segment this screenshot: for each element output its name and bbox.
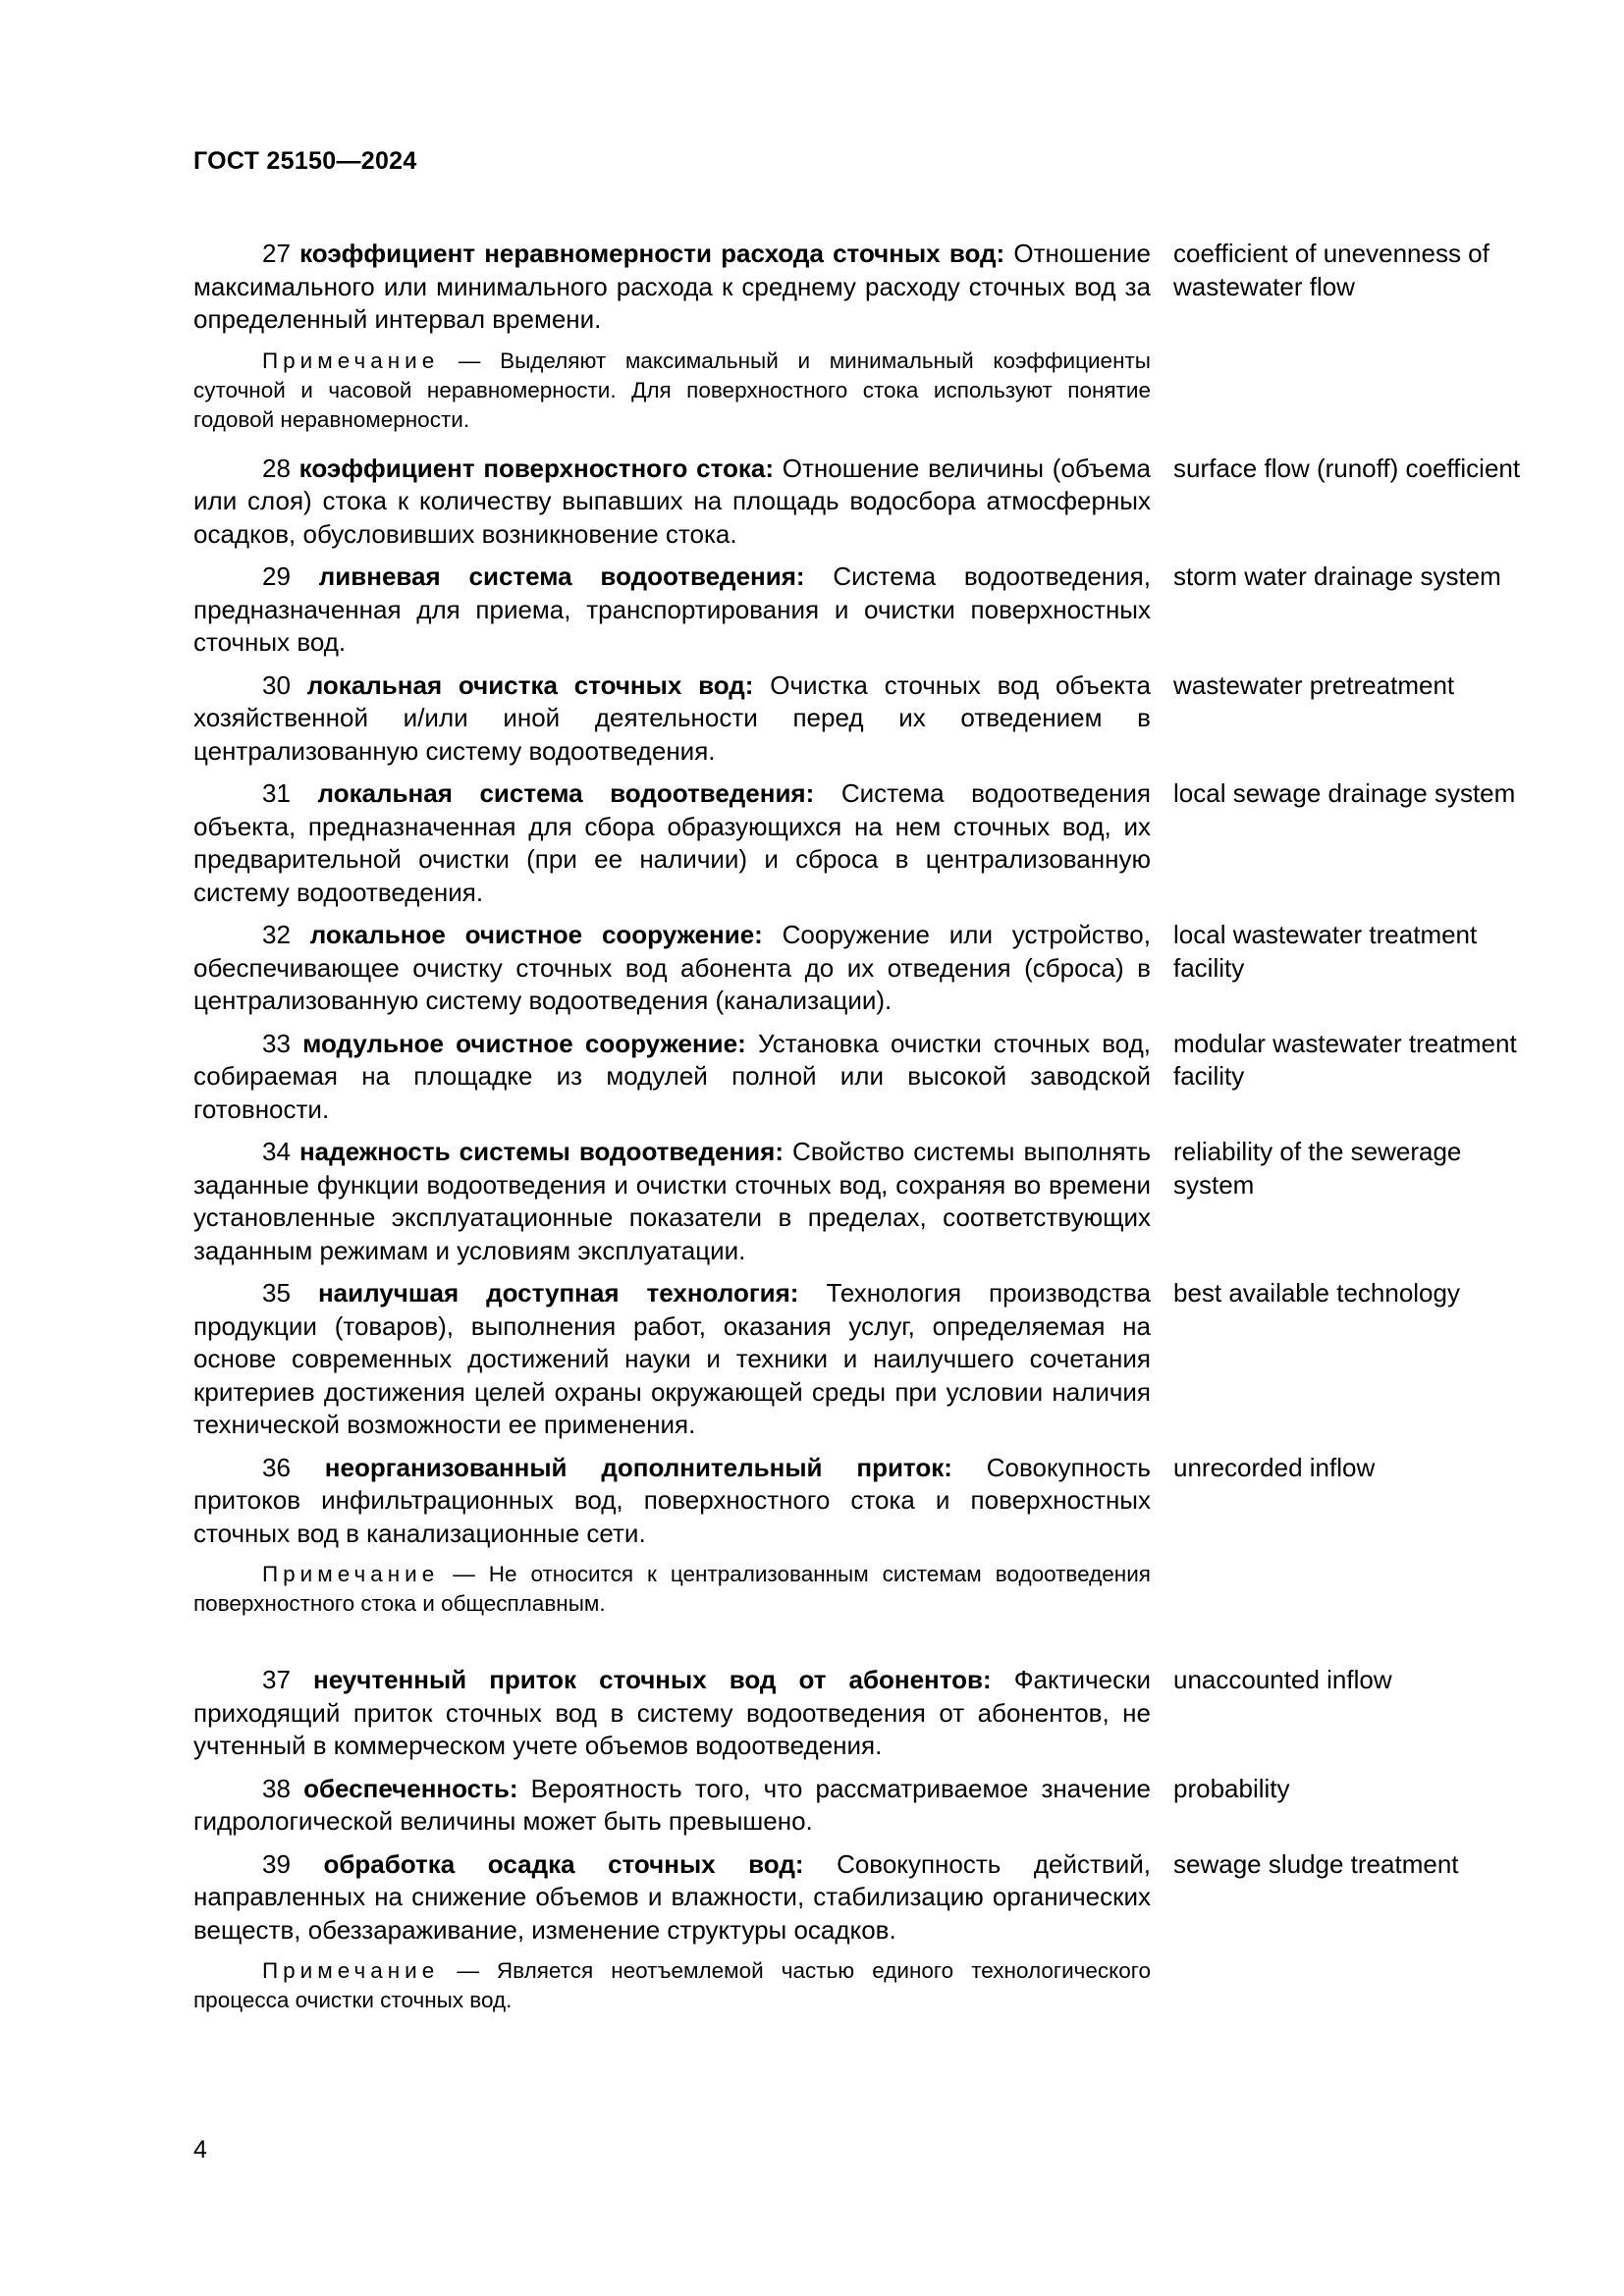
term-english: modular wastewater treatment facility	[1173, 1028, 1517, 1091]
page-number: 4	[193, 2136, 207, 2163]
term-definition-block	[193, 1452, 1151, 1551]
term-name: ливневая система водоотведения:	[318, 561, 805, 591]
note	[193, 1956, 1151, 2015]
term-definition-block	[193, 919, 1151, 1018]
term-entry-36	[193, 1452, 1548, 1551]
term-name: обработка осадка сточных вод:	[323, 1848, 804, 1879]
term-definition-block	[193, 1664, 1151, 1763]
term-definition: Сооружение или устройство, обеспечивающее очистку сточных вод абонента до их отведения (сброса) в централизованную систему водоотведения (канализации).	[193, 920, 1151, 1015]
term-name: коэффициент поверхностного стока:	[298, 453, 775, 483]
term-definition-block	[193, 1848, 1151, 1948]
document-header: ГОСТ 25150—2024	[193, 147, 417, 175]
term-entry-28	[193, 453, 1548, 552]
term-definition-block	[193, 1028, 1151, 1127]
term-definition: Фактически приходящий приток сточных вод в систему водоотведения от абонентов, не учтенный в коммерческом учете объемов водоотведения.	[193, 1665, 1151, 1760]
term-number: 32	[262, 920, 291, 949]
note-text: — Выделяют максимальный и минимальный коэффициенты суточной и часовой неравномерности. Для поверхностного стока используют понятие годовой неравномерности.	[193, 347, 1151, 432]
note-label: Примечание	[262, 1562, 440, 1586]
term-number: 33	[262, 1028, 291, 1058]
term-english: wastewater pretreatment	[1173, 669, 1455, 700]
note-text: — Является неотъемлемой частью единого технологического процесса очистки сточных вод.	[193, 1958, 1151, 2012]
term-english: best available technology	[1173, 1278, 1460, 1308]
term-entry-30	[193, 669, 1548, 769]
term-entry-33	[193, 1028, 1548, 1127]
term-definition: Система водоотведения, предназначенная для приема, транспортирования и очистки поверхностных сточных вод.	[193, 561, 1151, 657]
term-english: local sewage drainage system	[1173, 778, 1516, 808]
term-english: probability	[1173, 1773, 1290, 1803]
term-name: локальная очистка сточных вод:	[306, 669, 754, 700]
term-english: reliability of the sewerage system	[1173, 1137, 1462, 1200]
term-definition-block	[193, 1136, 1151, 1267]
term-entry-34	[193, 1136, 1548, 1267]
term-definition-block	[193, 669, 1151, 769]
term-entry-32	[193, 919, 1548, 1018]
term-name: наилучшая доступная технология:	[317, 1278, 799, 1308]
term-english: storm water drainage system	[1173, 561, 1501, 591]
term-definition-block	[193, 453, 1151, 552]
terms-list	[193, 238, 1548, 2033]
term-entry-27	[193, 238, 1548, 337]
term-english: coefficient of unevenness of wastewater flow	[1173, 239, 1489, 301]
term-definition-block	[193, 561, 1151, 660]
term-number: 31	[262, 778, 291, 808]
term-name: обеспеченность:	[303, 1773, 518, 1803]
term-entry-38	[193, 1773, 1548, 1839]
term-definition: Система водоотведения объекта, предназначенная для сбора образующихся на нем сточных вод, их предварительной очистки (при ее наличии) и сброса в централизованную систему водоотведения.	[193, 778, 1151, 907]
term-number: 35	[262, 1278, 291, 1308]
term-number: 30	[262, 669, 291, 700]
term-definition-block	[193, 777, 1151, 909]
term-name: локальное очистное сооружение:	[309, 920, 763, 949]
term-definition: Технология производства продукции (товаров), выполнения работ, оказания услуг, определяемая на основе современных достижений науки и техники и наилучшего сочетания критериев достижения целей охраны окружающей среды при условии наличия технической возможности ее применения.	[193, 1278, 1151, 1439]
term-definition: Совокупность притоков инфильтрационных вод, поверхностного стока и поверхностных сточных вод в канализационные сети.	[193, 1452, 1151, 1548]
note	[193, 1560, 1151, 1619]
term-definition: Отношение величины (объема или слоя) стока к количеству выпавших на площадь водосбора атмосферных осадков, обусловивших возникновение стока.	[193, 453, 1151, 549]
note-label: Примечание	[262, 1958, 440, 1983]
spacer	[193, 1636, 1548, 1664]
note-label: Примечание	[262, 347, 440, 373]
term-number: 37	[262, 1665, 291, 1694]
term-entry-35	[193, 1277, 1548, 1442]
term-definition-block	[193, 238, 1151, 337]
term-english: unaccounted inflow	[1173, 1665, 1392, 1694]
term-entry-39	[193, 1848, 1548, 1948]
term-number: 29	[262, 561, 291, 591]
term-definition: Вероятность того, что рассматриваемое значение гидрологической величины может быть превышено.	[193, 1773, 1151, 1836]
term-definition: Свойство системы выполнять заданные функции водоотведения и очистки сточных вод, сохраняя во времени установленные эксплуатационные показатели в пределах, соответствующих заданным режимам и условиям эксплуатации.	[193, 1137, 1151, 1265]
term-name: локальная система водоотведения:	[317, 778, 815, 808]
term-name: неучтенный приток сточных вод от абонентов:	[312, 1665, 992, 1694]
note-text: — Не относится к централизованным системам водоотведения поверхностного стока и общесплавным.	[193, 1562, 1151, 1616]
term-definition-block	[193, 1773, 1151, 1839]
term-definition: Очистка сточных вод объекта хозяйственной и/или иной деятельности перед их отведением в централизованную систему водоотведения.	[193, 669, 1151, 766]
term-name: надежность системы водоотведения:	[298, 1137, 784, 1166]
term-english: unrecorded inflow	[1173, 1452, 1376, 1482]
note	[193, 347, 1151, 435]
term-english: local wastewater treatment facility	[1173, 920, 1478, 983]
term-entry-31	[193, 777, 1548, 909]
term-number: 39	[262, 1848, 291, 1879]
term-definition: Совокупность действий, направленных на снижение объемов и влажности, стабилизацию органических веществ, обеззараживание, изменение структуры осадков.	[193, 1848, 1151, 1945]
term-definition-block	[193, 1277, 1151, 1442]
term-name: модульное очистное сооружение:	[302, 1028, 746, 1058]
term-number: 38	[262, 1773, 291, 1803]
term-definition: Установка очистки сточных вод, собираемая на площадке из модулей полной или высокой заводской готовности.	[193, 1028, 1151, 1124]
term-definition: Отношение максимального или минимального расхода к среднему расходу сточных вод за определенный интервал времени.	[193, 239, 1151, 334]
term-number: 28	[262, 453, 291, 483]
term-english: sewage sludge treatment	[1173, 1848, 1459, 1879]
term-entry-37	[193, 1664, 1548, 1763]
term-number: 36	[262, 1452, 291, 1482]
term-entry-29	[193, 561, 1548, 660]
term-number: 27	[262, 239, 291, 268]
term-number: 34	[262, 1137, 291, 1166]
term-english: surface flow (runoff) coefficient	[1173, 453, 1521, 483]
term-name: неорганизованный дополнительный приток:	[324, 1452, 952, 1482]
term-name: коэффициент неравномерности расхода сточных вод:	[299, 239, 1005, 268]
